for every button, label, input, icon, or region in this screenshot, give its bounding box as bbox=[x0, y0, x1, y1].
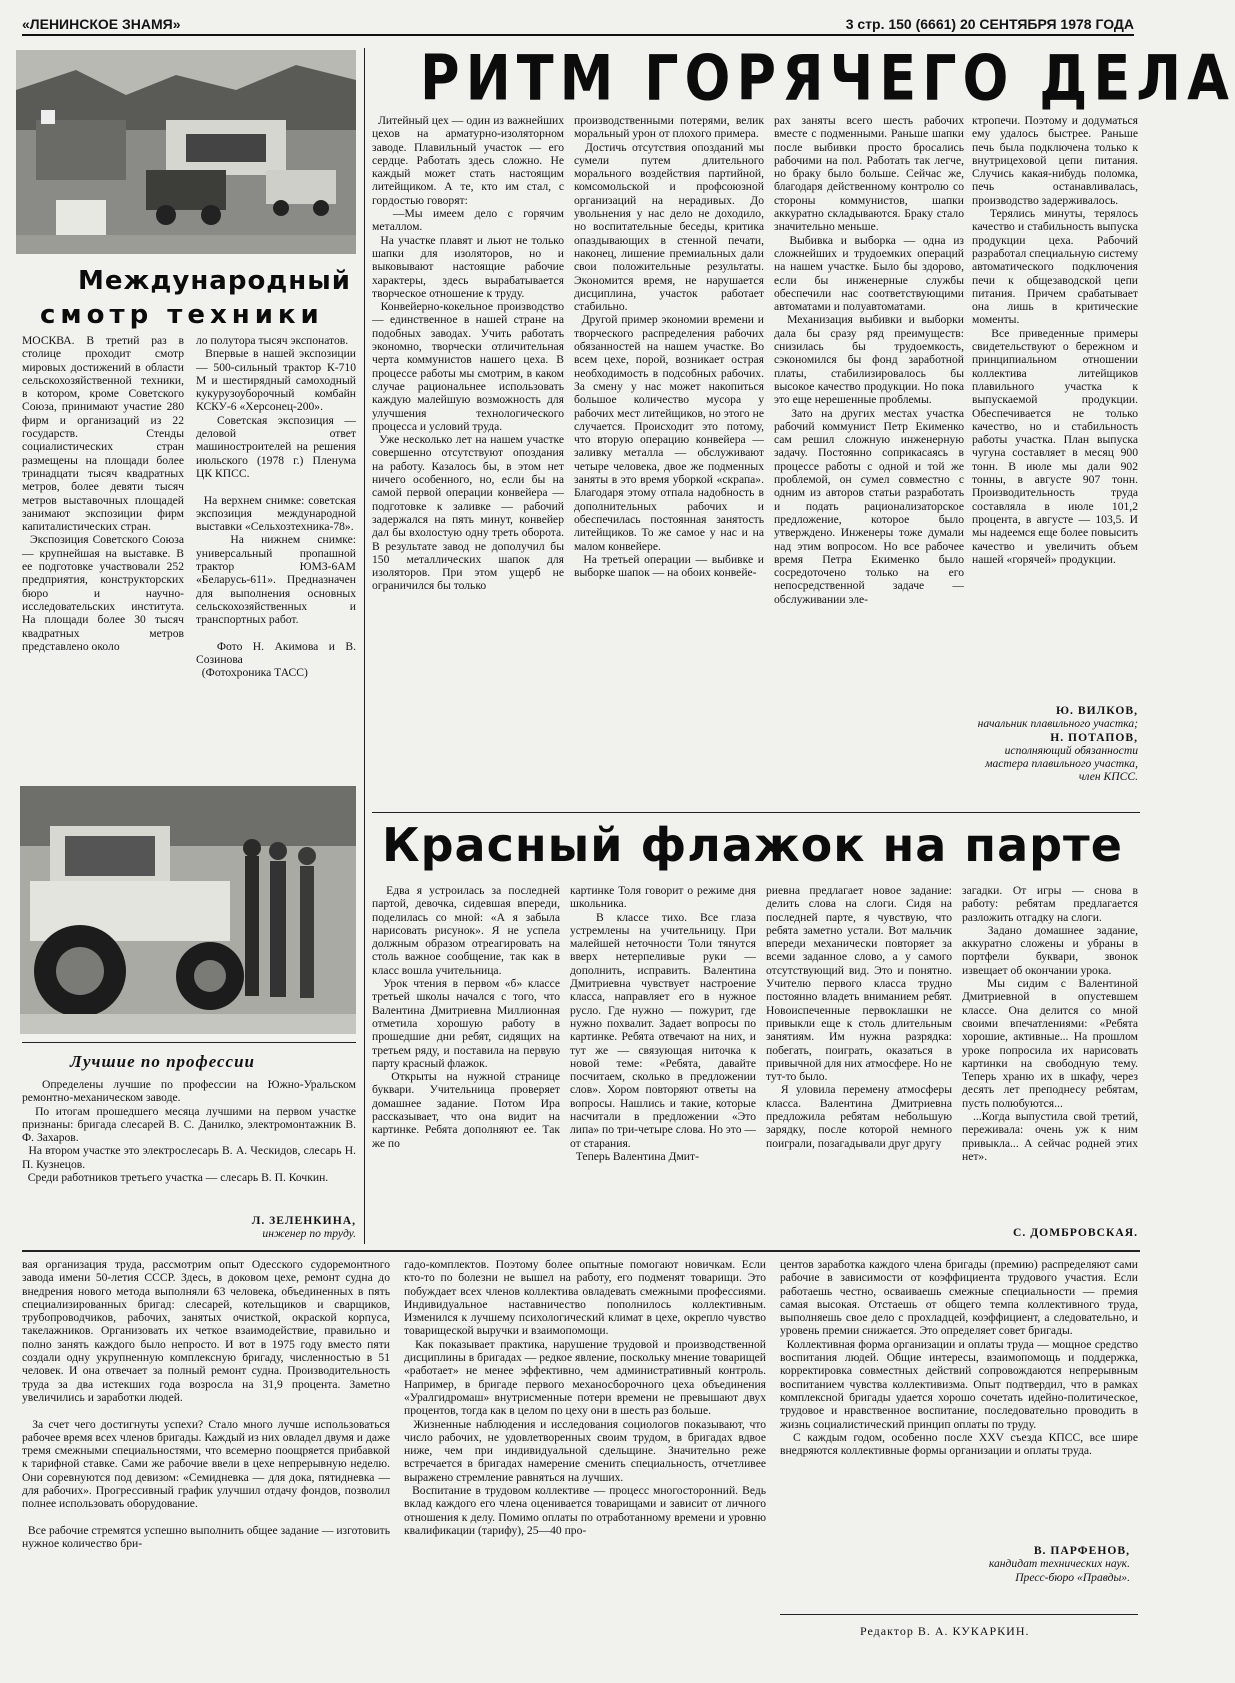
issue-info: 3 стр. 150 (6661) 20 СЕНТЯБРЯ 1978 ГОДА bbox=[845, 16, 1134, 32]
best-profession-signature bbox=[180, 1214, 356, 1241]
flag-author bbox=[962, 1226, 1138, 1239]
tractor-photo bbox=[20, 786, 356, 1034]
rhythm-author2-role: исполняющий обязанности мастера плавильного участка, член КПСС. bbox=[985, 743, 1138, 784]
rhythm-col2: производственными потерями, велик моральный урон от плохого примера. Достичь отсутствия опозданий мы сумели путем длительного морального воздействия партийной, комсомольской и профсоюзной организаций на нерадивых. До увольнения у нас дело не доходило, но воспитательные беседы, критика опаздывающих в стенной печати, наконец, лишение премиальных дали свои положительные результаты. Экономится время, не нарушается дисциплина, участок работает стабильно. Другой пример экономии времени и творческого распределения рабочих обязанностей на нашем участке. Во всем цехе, порой, возникает острая необходимость в подсобных рабочих. За смену у нас может накопиться большое количество мусора у рабочих мест литейщиков, но этого не случается. Происходит это потому, что вторую операцию конвейера — заливку металла — обслуживают четыре человека, двое же подменных заняты в это время уборкой «скрапа». Благодаря этому отпала надобность в дополнительных рабочих и обеспечилась постоянная занятость литейщиков. То же самое у нас и на малом конвейере. На третьей операции — выбивке и выборке шапок — на обоих конвейе- bbox=[574, 114, 765, 580]
left-story-title-line2: смотр техники bbox=[40, 300, 324, 330]
bottom-col3: центов заработка каждого члена бригады (премию) распределяют сами рабочие в зависимости от коэффициента трудового участия. Если работаешь честно, осваиваешь смежные специальности — премия самая высокая. Отстаешь от общего темпа коллективного труда, выполняешь свое дело с прохладцей, коэффициент, а следовательно, и уровень премии снижается. Это определяет совет бригады. Коллективная форма организации и оплаты труда — мощное средство воспитания людей. Общие интересы, взаимопомощь и поддержка, корректировка совместных действий сопровождаются непрерывным воспитанием чувства коллективизма. Опыт подтвердил, что в рамках комплексной бригады удается хорошо сочетать идейно-политическое, трудовое и нравственное воспитание, последовательно проводить в жизнь социалистический принцип оплаты по труду. С каждым годом, особенно после XXV съезда КПСС, все шире внедряются коллективные формы организации и оплаты труда. bbox=[780, 1258, 1139, 1458]
best-profession-text: Определены лучшие по профессии на Южно-Уральском ремонтно-механическом заводе. По итогам прошедшего месяца лучшими на первом участке признаны: бригада слесарей В. С. Данилко, электромонтажник В. Ф. Захаров. На втором участке это электрослесарь В. А. Ческидов, слесарь Н. П. Кузнецов. Среди работников третьего участка — слесарь В. П. Кочкин. bbox=[22, 1078, 356, 1185]
paper-name: «ЛЕНИНСКОЕ ЗНАМЯ» bbox=[22, 16, 181, 32]
left-story-col2: ло полутора тысяч экспонатов. Впервые в нашей экспозиции — 500-сильный трактор К-710 М и шестирядный самоходный кукурузоуборочный комбайн КСКУ-6 «Херсонец-200». Советская экспозиция — деловой ответ машиностроителей на решения июльского (1978 г.) Пленума ЦК КПСС. На верхнем снимке: советская экспозиция международной выставки «Сельхозтехника-78». На нижнем снимке: универсальный пропашной трактор ЮМЗ-6АМ «Беларусь-611». Предназначен для выполнения основных сельскохозяйственных и транспортных работ. Фото Н. Акимова и В. Созинова (Фотохроника ТАСС) bbox=[196, 334, 357, 680]
bottom-signature bbox=[780, 1544, 1130, 1584]
best-profession-author: Л. ЗЕЛЕНКИНА, bbox=[251, 1214, 356, 1227]
left-story-col1: МОСКВА. В третий раз в столице проходит смотр мировых достижений в области сельскохозяйственной техники, в котором, кроме Советского Союза, принимают участие 280 фирм и организаций из 22 государств. Стенды социалистических стран размещены на площади более тринадцати тысяч квадратных метров, более девяти тысяч метров выставочных площадей занимают экспозиции фирм капиталистических стран. Экспозиция Советского Союза — крупнейшая на выставке. В ее подготовке участвовали 252 предприятия, конструкторских бюро и научно-исследовательских института. На площади более 30 тысяч квадратных метров представлено около bbox=[22, 334, 184, 653]
flag-title: Красный флажок на парте bbox=[382, 818, 1123, 872]
rhythm-col1: Литейный цех — один из важнейших цехов на арматурно-изоляторном заводе. Плавильный участок — его сердце. Работать здесь сложно. Не каждый может стать настоящим литейщиком. А те, кто им стал, с гордостью говорят: —Мы имеем дело с горячим металлом. На участке плавят и льют не только шапки для изоляторов, но и выковывают настоящие рабочие характеры, здесь вырабатывается творческое отношение к труду. Конвейерно-кокельное производство — единственное в нашей стране на подобных заводах. Учить работать экономно, творчески отличительная черта коммунистов нашего цеха. В процессе работы мы смотрим, в каком случае рациональнее использовать каждую малейшую возможность для улучшения технологического процесса и условий труда. Уже несколько лет на нашем участке совершенно отсутствуют опоздания на работу. Казалось бы, в этом нет ничего особенного, но, если бы на самой первой операции конвейера — подготовке к заливке — рабочий задержался на пять минут, конвейер дал бы вхолостую одну треть оборота. В результате завод не дополучил бы 150 металлических шапок для изоляторов. При этом ущерб не ограничился бы только bbox=[372, 114, 565, 593]
left-story-title-line1: Международный bbox=[78, 266, 351, 296]
masthead bbox=[22, 14, 1134, 36]
flag-col1: Едва я устроилась за последней партой, девочка, сидевшая впереди, поделилась со мной: «А я забыла нарисовать рисунок». Я не успела должным образом отреагировать на столь важное сообщение, так как в класс вошла учительница. Урок чтения в первом «б» классе третьей школы начался с того, что Валентина Дмитриевна Миллионная отметила хорошую работу в прошедшие дни ребят, сидящих на третьем ряду, и поставила на первую парту красный флажок. Открыты на нужной странице буквари. Учительница проверяет домашнее задание. Потом Ира рассказывает, что она видит на картинке. Ребята дополняют ее. Так же по bbox=[372, 884, 561, 1150]
exhibition-photo bbox=[16, 50, 356, 254]
flag-col4: загадки. От игры — снова в работу: ребятам предлагается разложить отгадку на слоги. Задано домашнее задание, аккуратно сложены и убраны в портфели буквари, звонок извещает об окончании урока. Мы сидим с Валентиной Дмитриевной в опустевшем классе. Она делится со мной своими впечатлениями: «Ребята хорошие, активные... На прошлом уроке попросила их нарисовать картинки на свободную тему. Теперь храню их в шкафу, через десять лет преподнесу ребятам, пусть полюбуются... ...Когда выпустила свой третий, переживала: очень уж к ним привыкла... А сейчас родней этих нет». bbox=[962, 884, 1139, 1163]
exhibition-photo-image bbox=[16, 50, 356, 254]
rhythm-author2: Н. ПОТАПОВ, bbox=[1050, 730, 1138, 744]
rhythm-col4: ктропечи. Поэтому и додуматься ему удалось быстрее. Раньше печь была подключена только к внутрицеховой цепи питания. Случись какая-нибудь поломка, печь останавливалась, производство задерживалось. Терялись минуты, терялось качество и стабильность выпуска продукции цеха. Рабочий разработал специальную систему автоматического подключения печи к общезаводской цепи питания. Причем срабатывает она лишь в критические моменты. Все приведенные примеры свидетельствуют о бережном и принципиальном отношении коллектива литейщиков плавильного участка к выпускаемой продукции. Обеспечивается не только качество, но и стабильность работы участка. План выпуска чугуна составляет в месяц 900 тонн. В июле мы дали 902 тонны, в августе 907 тонн. Производительность труда составляла в июле 101,2 процента, в августе — 103,5. И мы надеемся еще более повысить качество и увеличить объем нашей «горячей» продукции. bbox=[972, 114, 1138, 566]
rhythm-author1-role: начальник плавильного участка; bbox=[977, 717, 1138, 731]
editor-line: Редактор В. А. КУКАРКИН. bbox=[860, 1624, 1030, 1638]
rhythm-col3: рах заняты всего шесть рабочих вместе с подменными. Раньше шапки после выбивки просто бросались рабочими на пол. Работать так легче, но браку было больше. Сейчас же, благодаря действенному контролю со стороны коммунистов, шапки аккуратно складываются. Браку стало значительно меньше. Выбивка и выборка — одна из сложнейших и трудоемких операций на нашем участке. Было бы здорово, если бы инженерные службы обеспечили нас соответствующими автоматами и полуавтоматами. Механизация выбивки и выборки дала бы сразу ряд преимуществ: снизилась бы трудоемкость, сэкономился бы фонд заработной платы, стабилизировалось бы высокое качество продукции. Но пока это еще нерешенные проблемы. Зато на других местах участка рабочий коммунист Петр Екименко сам решил сложную инженерную задачу. Постоянно соприкасаясь в процессе работы с одной и той же проблемой, он сумел совместно с одним из авторов статьи разработать и подать рационализаторское предложение, которое было утверждено. Инженеры тоже думали над этим вопросом. Но все рабочее время Петра Екименко было сосредоточено только на его непосредственной задаче — обслуживании эле- bbox=[774, 114, 965, 606]
rhythm-title: РИТМ ГОРЯЧЕГО ДЕЛА bbox=[420, 42, 1235, 115]
best-profession-author-role: инженер по труду. bbox=[262, 1227, 356, 1241]
bottom-col1: вая организация труда, рассмотрим опыт Одесского судоремонтного завода имени 50-летия СССР. Здесь, в доковом цехе, ремонт судна до внедрения нового метода выполняли 63 человека, объединенных в пять специализированных бригад: слесарей, котельщиков и сварщиков, трубопроводчиков, рабочих, занятых очисткой, окраской корпуса, такелажников. Организовать их четкое взаимодействие, правильно и полно занять каждого было непросто. И вот в 1975 году вместо пяти создали одну укрупненную комплексную бригаду, численностью в 51 человек. И она отвечает за полный ремонт судна. Производительность труда за два истекших года возросла на 31,9 процента. Заметно увеличились и заработки людей. За счет чего достигнуты успехи? Стало много лучше использоваться рабочее время всех членов бригады. Каждый из них овладел двумя и даже тремя смежными специальностями, что всемерно поощряется прибавкой к тарифной ставке. Сами же рабочие ввели в цехе непрерывную неделю. Они соревнуются под девизом: «Семидневка — для дока, пятидневка — для рабочих». Прогрессивный график улучшил отдачу фондов, позволил полнее использовать оборудование. Все рабочие стремятся успешно выполнить общее задание — изготовить нужное количество бри- bbox=[22, 1258, 390, 1551]
flag-author-name: С. ДОМБРОВСКАЯ. bbox=[1013, 1226, 1138, 1239]
tractor-photo-image bbox=[20, 786, 356, 1034]
flag-col2: картинке Толя говорит о режиме дня школьника. В классе тихо. Все глаза устремлены на учительницу. При малейшей неточности Толи тянутся вверх нетерпеливые руки — дополнить, исправить. Валентина Дмитриевна чувствует настроение класса, направляет его в нужное русло. Где нужно — пожурит, где нужно похвалит. Задает вопросы по картинке. Ребята отвечают на них, и тут же — связующая ниточка к новой теме: «Ребята, давайте посчитаем, сколько в предложении слов». Хором повторяют ответы на вопросы. Нашлись и такие, которые насчитали в предложении «Это липа» по три-четыре слова. Но это — от старания. Теперь Валентина Дмит- bbox=[570, 884, 756, 1163]
flag-col3: риевна предлагает новое задание: делить слова на слоги. Сидя на последней парте, я чувствую, что ребята заметно устали. Вот мальчик впереди механически повторяет за всеми заданное слово, а у самого отсутствующий вид. Это и понятно. Учителю первого класса трудно постоянно владеть вниманием ребят. Новоиспеченные первоклашки не привыкли еще к столь длительным занятиям. Им нужна разрядка: побегать, поиграть, оказаться в привычной для них атмосфере. Но не тут-то было. Я уловила перемену атмосферы класса. Валентина Дмитриевна предложила ребятам небольшую зарядку, после которой немного поиграли, позагадывали друг другу bbox=[766, 884, 952, 1150]
best-profession-title: Лучшие по профессии bbox=[70, 1052, 256, 1071]
rhythm-signature bbox=[972, 704, 1138, 784]
bottom-author-role2: Пресс-бюро «Правды». bbox=[1015, 1570, 1130, 1584]
bottom-author-role1: кандидат технических наук. bbox=[988, 1557, 1130, 1571]
bottom-col2: гадо-комплектов. Поэтому более опытные помогают новичкам. Если кто-то по болезни не вышел на работу, его подменят товарищи. Это побуждает всех членов коллектива овладевать смежными профессиями. Индивидуальное наставничество пополнилось коллективным. Изменился к лучшему психологический климат в цехе, окрепло чувство товарищеской выручки и взаимопомощи. Как показывает практика, нарушение трудовой и производственной дисциплины в бригадах — редкое явление, поскольку мнение товарищей «работает» не менее эффективно, чем административный контроль. Например, в бригаде первого механосборочного цеха объединения «Уралгидромаш» внутрисменные потери времени не превышают двух процентов, тогда как в целом по цеху они в шесть раз больше. Жизненные наблюдения и исследования социологов показывают, что число рабочих, не удовлетворенных своим трудом, в бригадах вдвое ниже, чем при индивидуальной сдельщине. Значительно реже встречается в бригадах намерение сменить специальность, отчетливее выражено стремление равняться на лучших. Воспитание в трудовом коллективе — процесс многосторонний. Ведь вклад каждого его члена оценивается товарищами и зависит от личного отношения к делу. Помимо оплаты по отработанному времени и уровню квалификации (тарифу), 25—40 про- bbox=[404, 1258, 767, 1537]
rhythm-author1: Ю. ВИЛКОВ, bbox=[1055, 704, 1138, 717]
bottom-author: В. ПАРФЕНОВ, bbox=[1033, 1544, 1130, 1557]
